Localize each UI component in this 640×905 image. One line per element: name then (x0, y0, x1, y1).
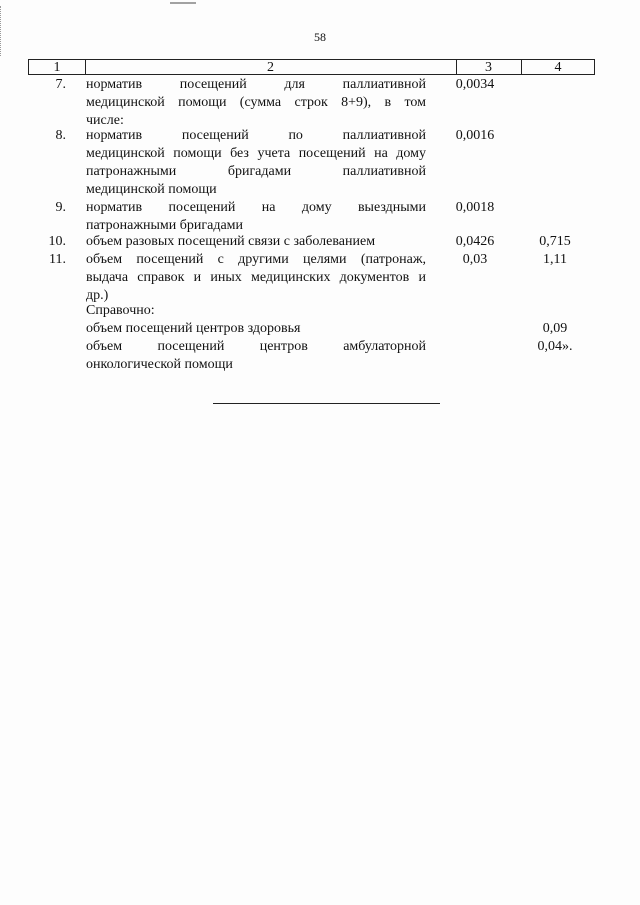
table-header-row (28, 59, 595, 75)
header-col-4: 4 (554, 60, 562, 75)
description-line: норматив посещений для паллиативной (86, 77, 426, 92)
row-description (86, 127, 426, 199)
row-description (86, 251, 426, 305)
description-line: онкологической помощи (86, 357, 233, 372)
row-number: 7. (55, 77, 66, 92)
description-line: патронажными бригадами паллиативной (86, 164, 426, 179)
reference-value-col4: 0,04». (537, 339, 573, 354)
description-line: медицинской помощи без учета посещений на дому (86, 146, 426, 161)
description-line: объем разовых посещений связи с заболеванием (86, 234, 376, 249)
reference-description (86, 338, 426, 374)
row-description (86, 76, 426, 130)
description-line: медицинской помощи (86, 182, 217, 197)
row-value-col3: 0,0426 (455, 234, 495, 249)
description-line: патронажными бригадами (86, 218, 244, 233)
page-number: 58 (314, 30, 326, 44)
reference-value-col4: 0,09 (542, 321, 568, 336)
row-value-col3: 0,0016 (455, 128, 495, 143)
description-line: выдача справок и иных медицинских документов и (86, 270, 426, 285)
description-line: числе: (86, 113, 124, 128)
description-line: медицинской помощи (сумма строк 8+9), в том (86, 95, 426, 110)
row-value-col3: 0,0018 (455, 200, 495, 215)
header-col-3: 3 (485, 60, 492, 75)
row-number: 9. (55, 200, 66, 215)
description-line: объем посещений центров амбулаторной (86, 339, 426, 354)
reference-description (86, 320, 426, 338)
description-line: норматив посещений по паллиативной (86, 128, 426, 143)
header-col-1: 1 (53, 60, 61, 75)
header-col-2: 2 (267, 60, 274, 75)
row-value-col3: 0,0034 (455, 77, 495, 92)
row-value-col4: 1,11 (543, 252, 567, 267)
row-description (86, 199, 426, 235)
reference-heading-wrap (86, 302, 426, 320)
row-number: 8. (55, 128, 66, 143)
row-description (86, 233, 426, 251)
end-rule (213, 403, 440, 404)
row-number: 10. (48, 234, 66, 249)
reference-heading: Справочно: (86, 303, 155, 318)
description-line: норматив посещений на дому выездными (86, 200, 426, 215)
description-line: объем посещений с другими целями (патронаж, (86, 252, 426, 267)
description-line: объем посещений центров здоровья (86, 321, 301, 336)
row-number: 11. (49, 252, 66, 267)
row-value-col4: 0,715 (539, 234, 571, 249)
row-value-col3: 0,03 (462, 252, 488, 267)
scan-artifact (170, 2, 196, 4)
description-line: др.) (86, 288, 109, 303)
